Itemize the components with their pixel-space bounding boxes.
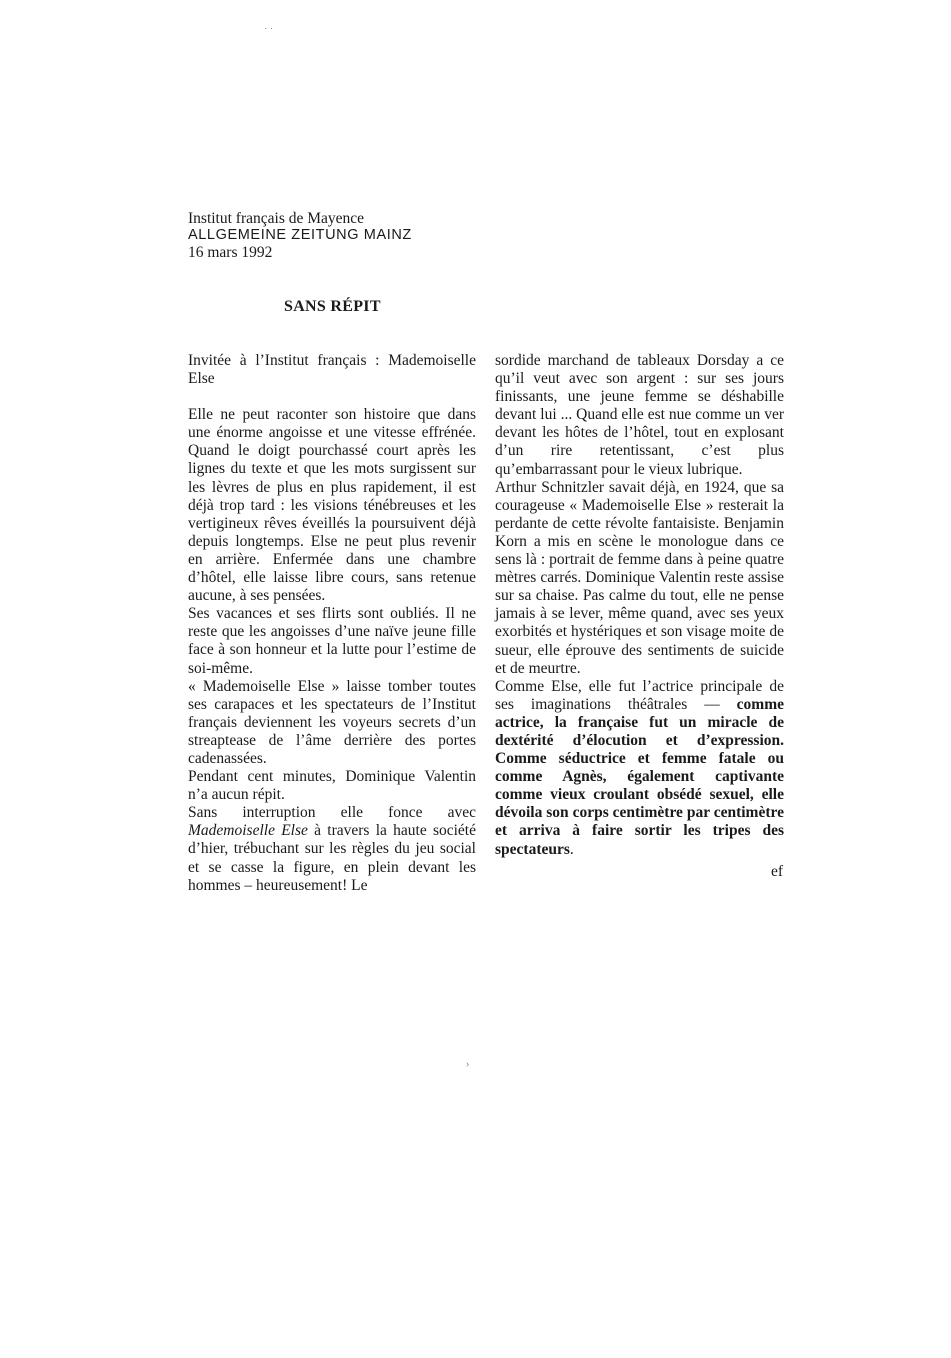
source-header [188,210,412,261]
newspaper-name: ALLGEMEINE ZEITUNG MAINZ [188,227,412,243]
author-initials: ef [771,863,784,880]
paragraph [495,678,784,859]
paragraph-text: à travers la haute société d’hier, trébuchant sur les règles du jeu social et se casse la figure, en plein devant les hommes – heureusement! Le [188,822,476,894]
paragraph: sordide marchand de tableaux Dorsday a ce qu’il veut avec son argent : sur ses jours finissants, une jeune femme se déshabille devant lui ... Quand elle est nue comme un ver devant les hôtes de l’hôtel, tout en explosant d’un rire retentissant, c’est plus qu’embarrassant pour le vieux lubrique. [495,352,784,478]
paragraph: « Mademoiselle Else » laisse tomber toutes ses carapaces et les spectateurs de l’Institut français deviennent les voyeurs secrets d’un streaptease de l’âme derrière des portes cadenassées. [188,677,476,767]
paragraph-text: Sans interruption elle fonce avec [188,804,476,822]
paragraph-text: Comme Else, elle fut l’actrice principale de ses imaginations théâtrales — [495,677,784,713]
paragraph: Elle ne peut raconter son histoire que dans une énorme angoisse et une vitesse effrénée. Quand le doigt pourchassé court après les lignes du texte et que les mots surgissent sur les lèvres de plus en plus rapidement, il est déjà trop tard : les visions ténébreuses et les vertigineux rêves éveillés la poursuivent déjà depuis longtemps. Else ne peut plus revenir en arrière. Enfermée dans une chambre d’hôtel, elle laisse libre cours, sans retenue aucune, à ses pensées. [188,406,476,605]
article-column-left [188,352,476,895]
publication-date: 16 mars 1992 [188,244,273,261]
play-title: Mademoiselle Else [188,822,308,840]
article-title: SANS RÉPIT [284,298,381,315]
paragraph: Arthur Schnitzler savait déjà, en 1924, que sa courageuse « Mademoiselle Else » resterait la perdante de cette révolte fantaisiste. Benjamin Korn a mis en scène le monologue dans ce sens là : portrait de femme dans à peine quatre mètres carrés. Dominique Valentin reste assise sur sa chaise. Pas calme du tout, elle ne pense jamais à se lever, même quand, avec ses yeux exorbités et hystériques et son visage moite de sueur, elle éprouve des sentiments de suicide et de meurtre. [495,478,784,677]
scan-speck-bottom: › [466,1059,470,1070]
paragraph: Ses vacances et ses flirts sont oubliés. Il ne reste que les angoisses d’une naïve jeune fille face à son honneur et la lutte pour l’estime de soi-même. [188,605,476,677]
article-subtitle: Invitée à l’Institut français : Mademoiselle Else [188,352,476,388]
paragraph-text: . [569,840,574,858]
institute-name: Institut français de Mayence [188,210,365,227]
scan-speck-top: ˙ ˙ [264,27,274,38]
paragraph [188,804,476,894]
paragraph: Pendant cent minutes, Dominique Valentin n’a aucun répit. [188,768,476,804]
article-column-right [495,352,784,859]
bold-passage: comme actrice, la française fut un miracle de dextérité d’élocution et d’expression. Comme séductrice et femme fatale ou comme Agnès, également captivante comme vieux croulant obsédé sexuel, elle dévoila son corps centimètre par centimètre et arriva à faire sortir les tripes des spectateurs [495,695,784,858]
